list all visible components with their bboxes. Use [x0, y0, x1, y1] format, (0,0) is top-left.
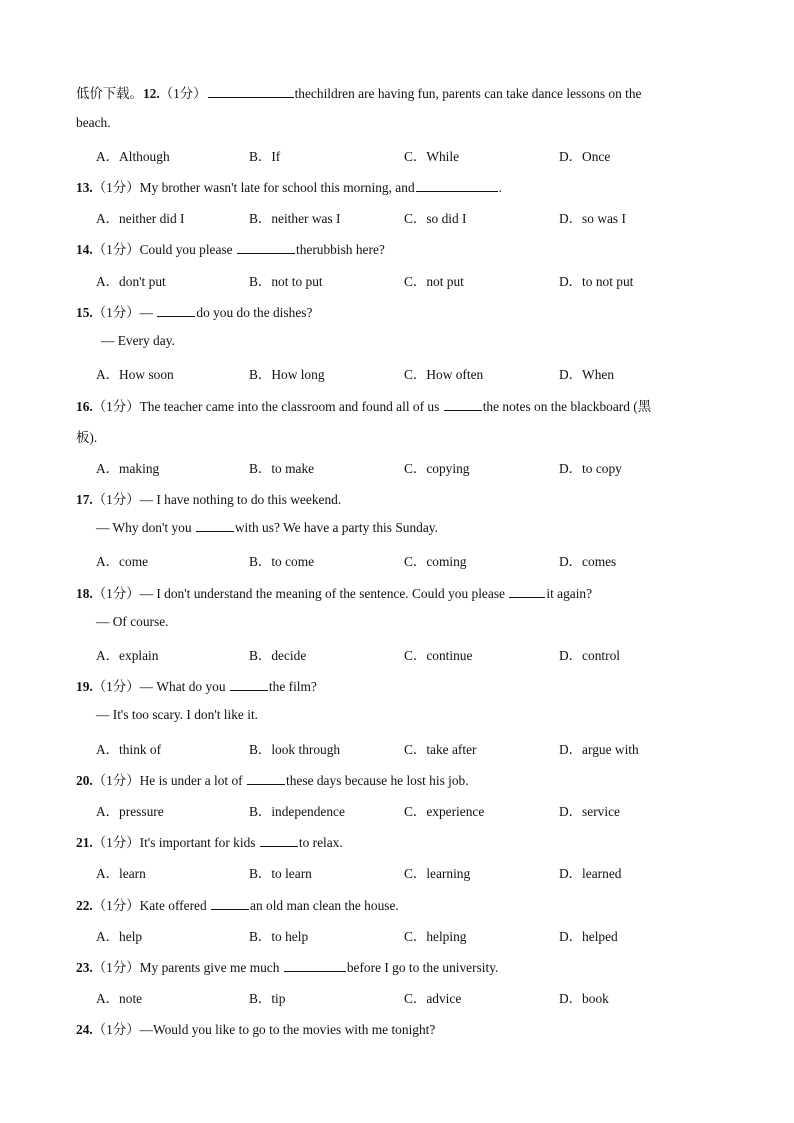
question-stem: — What do you	[139, 679, 226, 694]
question-number: 17.	[76, 492, 93, 507]
question-number: 13.	[76, 180, 93, 195]
question-score: （1分）	[92, 180, 140, 195]
question-score: （1分）	[92, 305, 140, 320]
option-a[interactable]: A．making	[96, 461, 160, 476]
answer-blank	[196, 530, 234, 532]
question-stem-line2: 板).	[76, 430, 98, 445]
option-d[interactable]: D．helped	[559, 929, 618, 944]
option-a[interactable]: A．explain	[96, 648, 159, 663]
question-number: 21.	[76, 835, 93, 850]
option-a[interactable]: A．come	[96, 554, 149, 569]
question-stem: do you do the dishes?	[196, 305, 313, 320]
option-b[interactable]: B．decide	[249, 648, 307, 663]
option-c[interactable]: C．take after	[404, 742, 477, 757]
option-d[interactable]: D．Once	[559, 149, 611, 164]
option-b[interactable]: B．to help	[249, 929, 309, 944]
question-stem: It's important for kids	[139, 835, 256, 850]
question-score: （1分）	[92, 960, 140, 975]
option-b[interactable]: B．to learn	[249, 866, 312, 881]
option-d[interactable]: D．to not put	[559, 274, 634, 289]
option-a[interactable]: A．note	[96, 991, 143, 1006]
question-score: （1分）	[92, 679, 140, 694]
option-a[interactable]: A．Although	[96, 149, 170, 164]
question-stem: — I have nothing to do this weekend.	[139, 492, 342, 507]
question-stem-line2: beach.	[76, 115, 111, 130]
question-stem: My brother wasn't late for school this morning, and	[139, 180, 415, 195]
option-c[interactable]: C．learning	[404, 866, 471, 881]
question-24	[76, 1019, 435, 1038]
question-score: （1分）	[159, 86, 207, 101]
option-d[interactable]: D．control	[559, 648, 620, 663]
option-b[interactable]: B．to come	[249, 554, 315, 569]
answer-blank	[230, 689, 268, 691]
question-16-continuation	[76, 427, 97, 446]
question-number: 14.	[76, 242, 93, 257]
question-18	[76, 583, 592, 602]
question-stem-end: an old man clean the house.	[250, 898, 399, 913]
answer-blank	[509, 596, 545, 598]
dialogue-reply	[96, 520, 438, 536]
option-a[interactable]: A．think of	[96, 742, 162, 757]
question-22	[76, 895, 399, 914]
question-stem-end: .	[498, 180, 502, 195]
option-c[interactable]: C．While	[404, 149, 460, 164]
option-c[interactable]: C．continue	[404, 648, 473, 663]
question-number: 12.	[142, 86, 160, 101]
question-score: （1分）	[92, 399, 140, 414]
question-score: （1分）	[92, 835, 140, 850]
question-number: 22.	[76, 898, 93, 913]
option-b[interactable]: B．independence	[249, 804, 345, 819]
option-b[interactable]: B．tip	[249, 991, 286, 1006]
dialogue-reply	[96, 614, 169, 630]
question-number: 18.	[76, 586, 93, 601]
question-stem: Kate offered	[139, 898, 207, 913]
option-d[interactable]: D．learned	[559, 866, 622, 881]
question-stem: thechildren are having fun, parents can take dance lessons on the	[294, 86, 642, 101]
question-13	[76, 177, 502, 196]
option-a[interactable]: A．How soon	[96, 367, 174, 382]
option-a[interactable]: A．learn	[96, 866, 146, 881]
option-c[interactable]: C．coming	[404, 554, 467, 569]
option-c[interactable]: C．so did I	[404, 211, 467, 226]
question-score: （1分）	[92, 242, 140, 257]
option-b[interactable]: B．look through	[249, 742, 341, 757]
option-c[interactable]: C．experience	[404, 804, 485, 819]
option-a[interactable]: A．neither did I	[96, 211, 185, 226]
option-c[interactable]: C．not put	[404, 274, 464, 289]
question-17	[76, 489, 341, 508]
question-20	[76, 770, 469, 789]
question-21	[76, 832, 343, 851]
reply-text-end: with us? We have a party this Sunday.	[234, 520, 438, 535]
question-score: （1分）	[92, 898, 140, 913]
option-a[interactable]: A．don't put	[96, 274, 166, 289]
option-b[interactable]: B．If	[249, 149, 281, 164]
reply-text: — It's too scary. I don't like it.	[96, 707, 259, 722]
answer-blank	[416, 190, 498, 192]
question-stem-end: the notes on the blackboard (黑	[482, 399, 652, 414]
option-a[interactable]: A．pressure	[96, 804, 164, 819]
question-14	[76, 239, 385, 258]
option-b[interactable]: B．How long	[249, 367, 325, 382]
answer-blank	[284, 970, 346, 972]
question-19	[76, 676, 317, 695]
option-b[interactable]: B．to make	[249, 461, 315, 476]
answer-blank	[247, 783, 285, 785]
answer-blank	[237, 252, 295, 254]
answer-blank	[444, 409, 482, 411]
question-12-continuation	[76, 115, 111, 131]
option-b[interactable]: B．neither was I	[249, 211, 341, 226]
answer-blank	[157, 315, 195, 317]
question-prefix: 低价下载。	[76, 86, 143, 101]
question-stem-end: therubbish here?	[295, 242, 385, 257]
question-12	[76, 83, 642, 102]
question-number: 19.	[76, 679, 93, 694]
answer-blank	[211, 908, 249, 910]
option-d[interactable]: D．When	[559, 367, 615, 382]
question-number: 15.	[76, 305, 93, 320]
question-stem: Could you please	[139, 242, 233, 257]
answer-blank	[260, 845, 298, 847]
reply-text: — Every day.	[101, 333, 175, 348]
question-score: （1分）	[92, 1022, 140, 1037]
answer-blank	[208, 96, 294, 98]
question-number: 24.	[76, 1022, 93, 1037]
option-d[interactable]: D．service	[559, 804, 620, 819]
option-c[interactable]: C．advice	[404, 991, 462, 1006]
question-number: 20.	[76, 773, 93, 788]
option-c[interactable]: C．copying	[404, 461, 470, 476]
question-number: 16.	[76, 399, 93, 414]
question-stem-end: these days because he lost his job.	[286, 773, 469, 788]
question-score: （1分）	[92, 586, 140, 601]
question-stem: The teacher came into the classroom and found all of us	[139, 399, 440, 414]
option-b[interactable]: B．not to put	[249, 274, 323, 289]
question-stem: He is under a lot of	[139, 773, 243, 788]
question-stem-end: before I go to the university.	[346, 960, 499, 975]
option-d[interactable]: D．book	[559, 991, 609, 1006]
reply-text: — Of course.	[96, 614, 169, 629]
question-score: （1分）	[92, 773, 140, 788]
question-15	[76, 302, 312, 321]
question-number: 23.	[76, 960, 93, 975]
question-stem-end: the film?	[268, 679, 317, 694]
option-a[interactable]: A．help	[96, 929, 143, 944]
option-d[interactable]: D．comes	[559, 554, 617, 569]
option-c[interactable]: C．helping	[404, 929, 467, 944]
question-score: （1分）	[92, 492, 140, 507]
question-stem: My parents give me much	[139, 960, 280, 975]
option-c[interactable]: C．How often	[404, 367, 484, 382]
question-stem: — I don't understand the meaning of the sentence. Could you please	[139, 586, 505, 601]
dialogue-dash: —	[139, 305, 154, 320]
question-stem-end: to relax.	[298, 835, 343, 850]
dialogue-reply	[96, 707, 258, 723]
question-16	[76, 396, 651, 415]
option-d[interactable]: D．so was I	[559, 211, 626, 226]
option-d[interactable]: D．to copy	[559, 461, 622, 476]
reply-text: — Why don't you	[96, 520, 192, 535]
option-d[interactable]: D．argue with	[559, 742, 639, 757]
dialogue-reply	[101, 333, 175, 349]
question-stem-end: it again?	[546, 586, 593, 601]
question-stem: —Would you like to go to the movies with me tonight?	[139, 1022, 436, 1037]
question-23	[76, 957, 498, 976]
